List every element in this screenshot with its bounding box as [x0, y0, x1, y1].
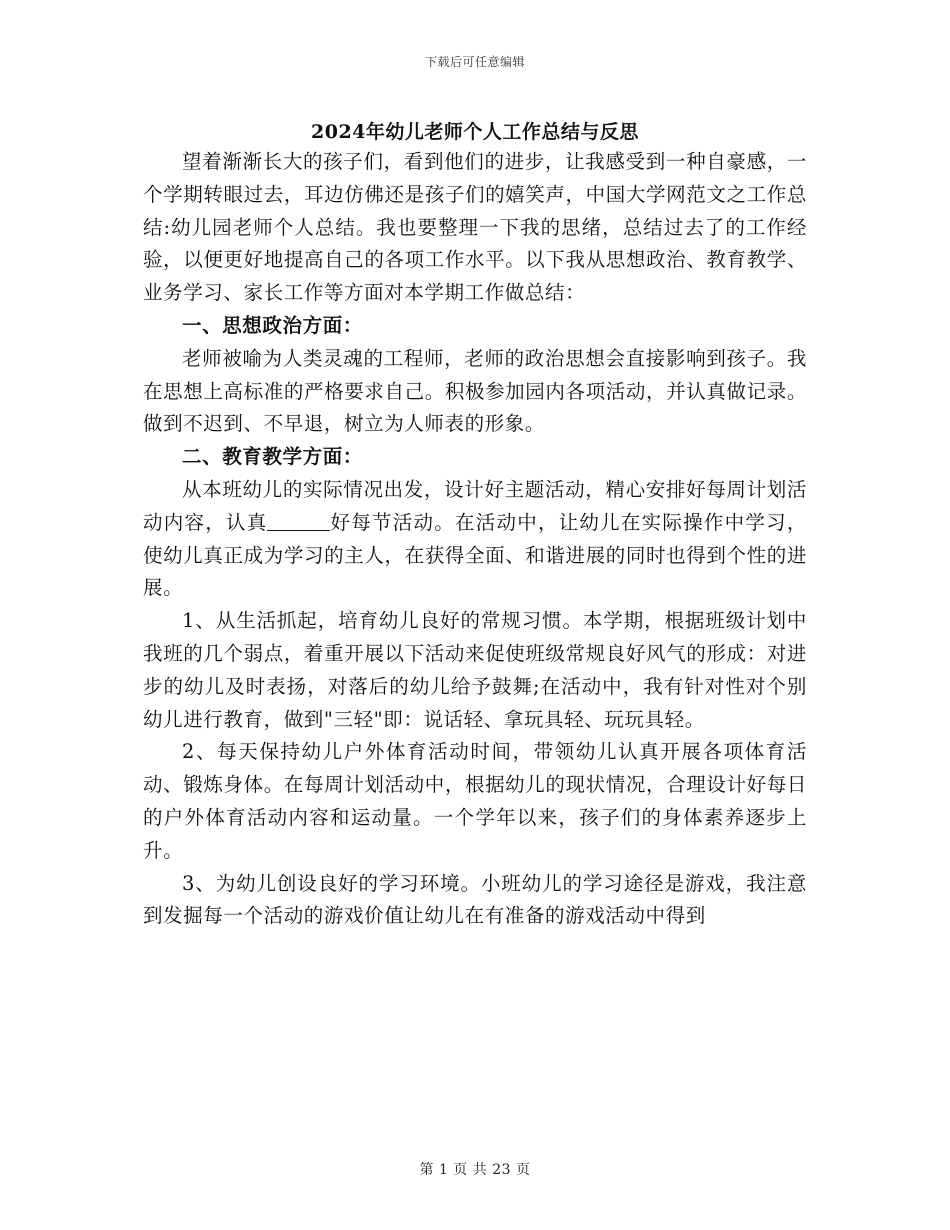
fill-in-blank	[267, 510, 329, 531]
page-number-footer: 第 1 页 共 23 页	[419, 1162, 531, 1178]
list-item-routine: 1、从生活抓起，培育幼儿良好的常规习惯。本学期，根据班级计划中我班的几个弱点，着重开展以下活动来促使班级常规良好风气的形成：对进步的幼儿及时表扬，对落后的幼儿给予鼓舞;在活动中，我有针对性对个别幼儿进行教育，做到"三轻"即：说话轻、拿玩具轻、玩玩具轻。	[143, 609, 807, 731]
section-body-teaching	[143, 474, 807, 605]
teaching-text-part-b: 好每节活动。在活动中，让幼儿在实际操作中学习，使幼儿真正成为学习的主人，在获得全面、和谐进展的同时也得到个性的进展。	[143, 510, 807, 600]
section-body-politics: 老师被喻为人类灵魂的工程师，老师的政治思想会直接影响到孩子。我在思想上高标准的严格要求自己。积极参加园内各项活动，并认真做记录。做到不迟到、不早退，树立为人师表的形象。	[143, 346, 807, 436]
document-title: 2024年幼儿老师个人工作总结与反思	[311, 121, 639, 143]
document-body	[143, 146, 807, 933]
page-header-note: 下载后可任意编辑	[424, 55, 525, 69]
intro-paragraph: 望着渐渐长大的孩子们，看到他们的进步，让我感受到一种自豪感，一个学期转眼过去，耳边仿佛还是孩子们的嬉笑声，中国大学网范文之工作总结:幼儿园老师个人总结。我也要整理一下我的思绪，总结过去了的工作经验，以便更好地提高自己的各项工作水平。以下我从思想政治、教育教学、业务学习、家长工作等方面对本学期工作做总结：	[143, 150, 807, 305]
section-heading-teaching: 二、教育教学方面：	[182, 445, 363, 469]
list-item-outdoor-activity: 2、每天保持幼儿户外体育活动时间，带领幼儿认真开展各项体育活动、锻炼身体。在每周计划活动中，根据幼儿的现状情况，合理设计好每日的户外体育活动内容和运动量。一个学年以来，孩子们的身体素养逐步上升。	[143, 740, 807, 862]
section-heading-politics: 一、思想政治方面：	[182, 313, 363, 337]
teaching-text-part-a: 从本班幼儿的实际情况出发，设计好主题活动，精心安排好每周计划活动内容，认真	[143, 477, 807, 534]
list-item-environment: 3、为幼儿创设良好的学习环境。小班幼儿的学习途径是游戏，我注意到发掘每一个活动的游戏价值让幼儿在有准备的游戏活动中得到	[143, 871, 807, 928]
